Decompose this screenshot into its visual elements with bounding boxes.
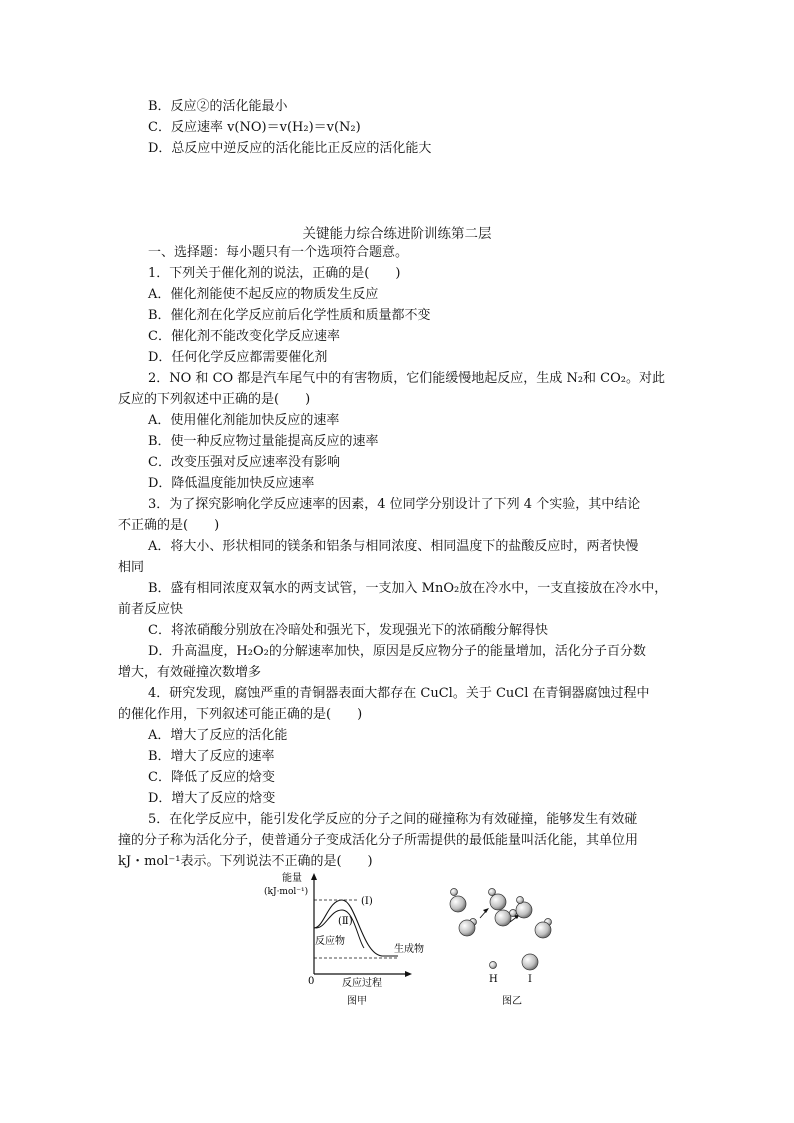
i-atom-label: I: [528, 974, 532, 985]
q3-option-b-2: 前者反应快: [118, 602, 184, 617]
q3-option-d-1: D．升高温度，H₂O₂的分解速率加快，原因是反应物分子的能量增加，活化分子百分数: [148, 644, 646, 659]
q3-option-b-1: B．盛有相同浓度双氧水的两支试管，一支加入 MnO₂放在冷水中，一支直接放在冷水中，: [148, 581, 668, 596]
q5-stem-3: kJ・mol⁻¹表示。下列说法不正确的是( ): [118, 854, 373, 869]
q2-stem-1: 2．NO 和 CO 都是汽车尾气中的有害物质，它们能缓慢地起反应，生成 N₂和 CO₂。对此: [148, 371, 665, 386]
option-d: D．总反应中逆反应的活化能比正反应的活化能大: [148, 141, 432, 156]
q3-stem-2: 不正确的是( ): [118, 518, 220, 533]
q3-option-a-1: A．将大小、形状相同的镁条和铝条与相同浓度、相同温度下的盐酸反应时，两者快慢: [148, 539, 639, 554]
reactant-label: 反应物: [315, 936, 345, 947]
instruction: 一、选择题：每小题只有一个选项符合题意。: [148, 245, 409, 260]
q3-option-a-2: 相同: [118, 560, 145, 575]
q4-stem-1: 4．研究发现，腐蚀严重的青铜器表面大都存在 CuCl。关于 CuCl 在青铜器腐蚀过程中: [148, 686, 650, 701]
curve-i-label: (Ⅰ): [361, 896, 373, 907]
q3-stem-1: 3．为了探究影响化学反应速率的因素，4 位同学分别设计了下列 4 个实验，其中结论: [148, 497, 641, 512]
q2-option-b: B．使一种反应物过量能提高反应的速率: [148, 434, 379, 449]
y-axis-label-2: (kJ·mol⁻¹): [264, 887, 309, 897]
y-axis-label-1: 能量: [282, 873, 302, 884]
q1-option-a: A．催化剂能使不起反应的物质发生反应: [148, 287, 379, 302]
q4-option-a: A．增大了反应的活化能: [148, 728, 288, 743]
q1-option-d: D．任何化学反应都需要催化剂: [148, 350, 328, 365]
q4-option-c: C．降低了反应的焓变: [148, 770, 275, 785]
section-title: 关键能力综合练进阶训练第二层: [302, 226, 492, 242]
q4-option-b: B．增大了反应的速率: [148, 749, 275, 764]
h-atom-label: H: [489, 974, 498, 985]
product-label: 生成物: [394, 944, 424, 955]
q2-option-c: C．改变压强对反应速率没有影响: [148, 455, 340, 470]
caption-figure-a: 图甲: [347, 996, 367, 1007]
option-c: C．反应速率 v(NO)＝v(H₂)＝v(N₂): [148, 120, 361, 135]
q4-stem-2: 的催化作用，下列叙述可能正确的是( ): [118, 707, 363, 722]
curve-ii-label: (Ⅱ): [338, 916, 353, 927]
molecule-diagram: [440, 878, 570, 1008]
q1-option-c: C．催化剂不能改变化学反应速率: [148, 329, 340, 344]
q1-stem: 1．下列关于催化剂的说法，正确的是( ): [148, 266, 401, 281]
q5-stem-1: 5．在化学反应中，能引发化学反应的分子之间的碰撞称为有效碰撞，能够发生有效碰: [148, 812, 638, 827]
energy-diagram: [258, 868, 438, 1008]
q5-stem-2: 撞的分子称为活化分子，使普通分子变成活化分子所需提供的最低能量叫活化能，其单位用: [118, 833, 639, 848]
q2-option-a: A．使用催化剂能加快反应的速率: [148, 413, 340, 428]
q2-option-d: D．降低温度能加快反应速率: [148, 476, 315, 491]
option-b: B．反应②的活化能最小: [148, 99, 288, 114]
q3-option-c: C．将浓硝酸分别放在冷暗处和强光下，发现强光下的浓硝酸分解得快: [148, 623, 548, 638]
caption-figure-b: 图乙: [502, 996, 522, 1007]
origin-label: 0: [308, 976, 315, 987]
q4-option-d: D．增大了反应的焓变: [148, 791, 276, 806]
q2-stem-2: 反应的下列叙述中正确的是( ): [118, 392, 311, 407]
x-axis-label: 反应过程: [342, 978, 382, 989]
q3-option-d-2: 增大，有效碰撞次数增多: [118, 665, 262, 680]
q1-option-b: B．催化剂在化学反应前后化学性质和质量都不变: [148, 308, 431, 323]
